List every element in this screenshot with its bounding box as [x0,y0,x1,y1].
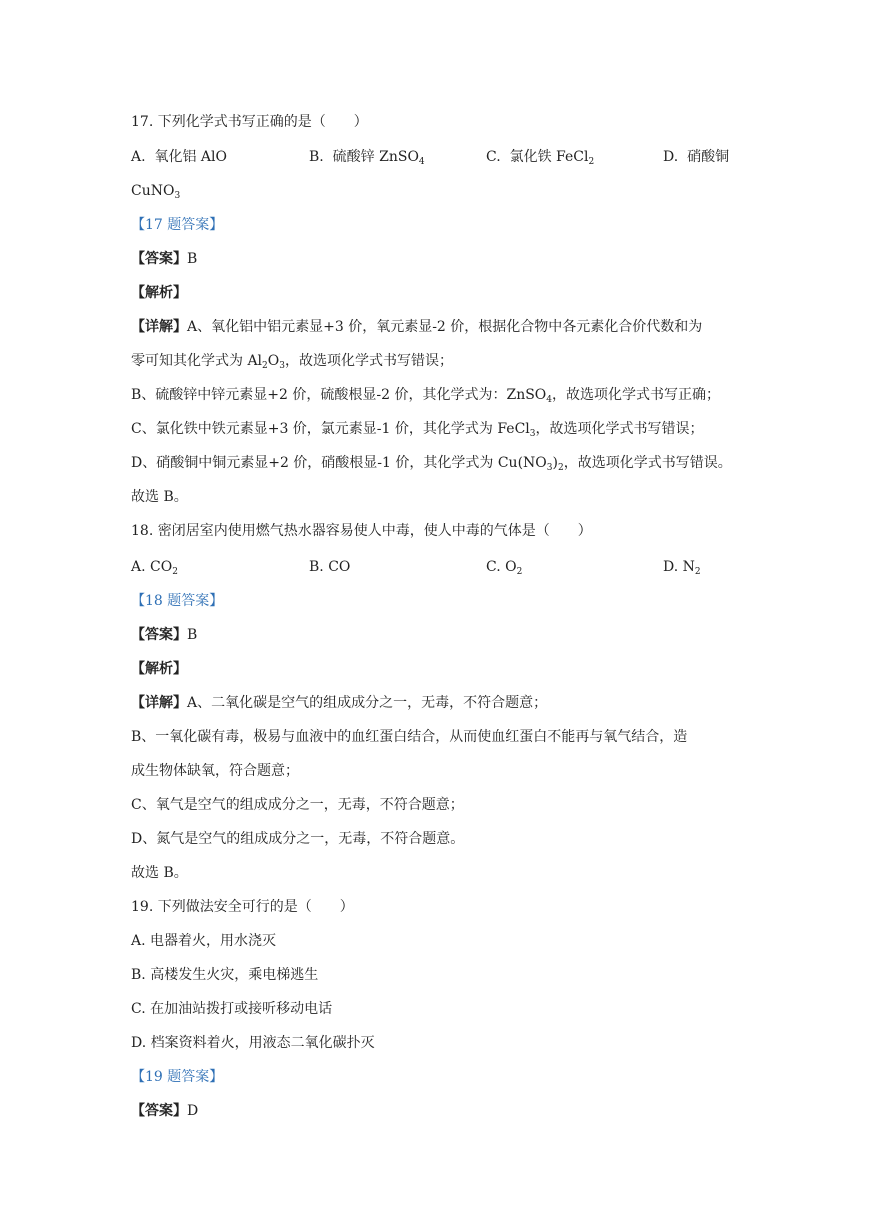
q18-analysis-label: 【解析】 [131,661,187,677]
q18-answer-header: 【18 题答案】 [131,593,224,609]
q17-conclusion: 故选 B。 [131,489,188,505]
q18-detail-line-1: 【详解】A、二氧化碳是空气的组成成分之一，无毒，不符合题意； [131,695,548,711]
q18-option-a: A. $CO_2$ [131,559,178,577]
q18-conclusion: 故选 B。 [131,865,188,881]
q19-option-a: A. 电器着火，用水浇灭 [131,933,277,949]
q18-option-d: D. $N_2$ [663,559,701,577]
q18-detail-line-4: C、氧气是空气的组成成分之一，无毒，不符合题意； [131,797,464,813]
q18-detail-line-2: B、一氧化碳有毒，极易与血液中的血红蛋白结合，从而使血红蛋白不能再与氧气结合，造 [131,729,688,745]
question-18-stem: 18. 密闭居室内使用燃气热水器容易使人中毒，使人中毒的气体是（ ） [131,523,592,539]
q17-option-a: A. 氧化铝 AlO [131,149,227,165]
q17-option-b: B. 硫酸锌 ZnSO$_4$ [309,149,425,167]
q17-option-c: C. 氯化铁 FeCl$_2$ [486,149,595,167]
q19-answer-header: 【19 题答案】 [131,1069,224,1085]
q17-detail-line-4: C、氯化铁中铁元素显+3 价，氯元素显-1 价，其化学式为 FeCl$_3$，故选项化学式书写错误； [131,421,704,439]
q19-option-b: B. 高楼发生火灾，乘电梯逃生 [131,967,319,983]
q19-option-d: D. 档案资料着火，用液态二氧化碳扑灭 [131,1035,375,1051]
q19-answer: 【答案】D [131,1103,199,1119]
q19-option-c: C. 在加油站拨打或接听移动电话 [131,1001,333,1017]
q17-detail-line-3: B、硫酸锌中锌元素显+2 价，硫酸根显-2 价，其化学式为：ZnSO$_4$，故选项化学式书写正确； [131,387,721,405]
q18-detail-line-3: 成生物体缺氧，符合题意； [131,763,299,779]
q18-detail-line-5: D、氮气是空气的组成成分之一，无毒，不符合题意。 [131,831,465,847]
q18-option-b: B. CO [309,559,351,575]
question-17-stem: 17. 下列化学式书写正确的是（ ） [131,114,368,130]
q17-detail-line-5: D、硝酸铜中铜元素显+2 价，硝酸根显-1 价，其化学式为 $Cu(NO_3)_2$，故选项化学式书写错误。 [131,455,732,473]
q17-analysis-label: 【解析】 [131,285,187,301]
q17-detail-line-2: 零可知其化学式为 $Al_2O_3$，故选项化学式书写错误； [131,353,453,371]
question-19-stem: 19. 下列做法安全可行的是（ ） [131,899,354,915]
q17-option-d: D. 硝酸铜 [663,149,730,165]
q17-answer: 【答案】B [131,251,198,267]
q18-answer: 【答案】B [131,627,198,643]
q17-option-d-continued: CuNO$_3$ [131,183,181,201]
q18-option-c: C. $O_2$ [486,559,523,577]
q17-answer-header: 【17 题答案】 [131,217,224,233]
q17-detail-line-1: 【详解】A、氧化铝中铝元素显+3 价，氧元素显-2 价，根据化合物中各元素化合价代数和为 [131,319,703,335]
